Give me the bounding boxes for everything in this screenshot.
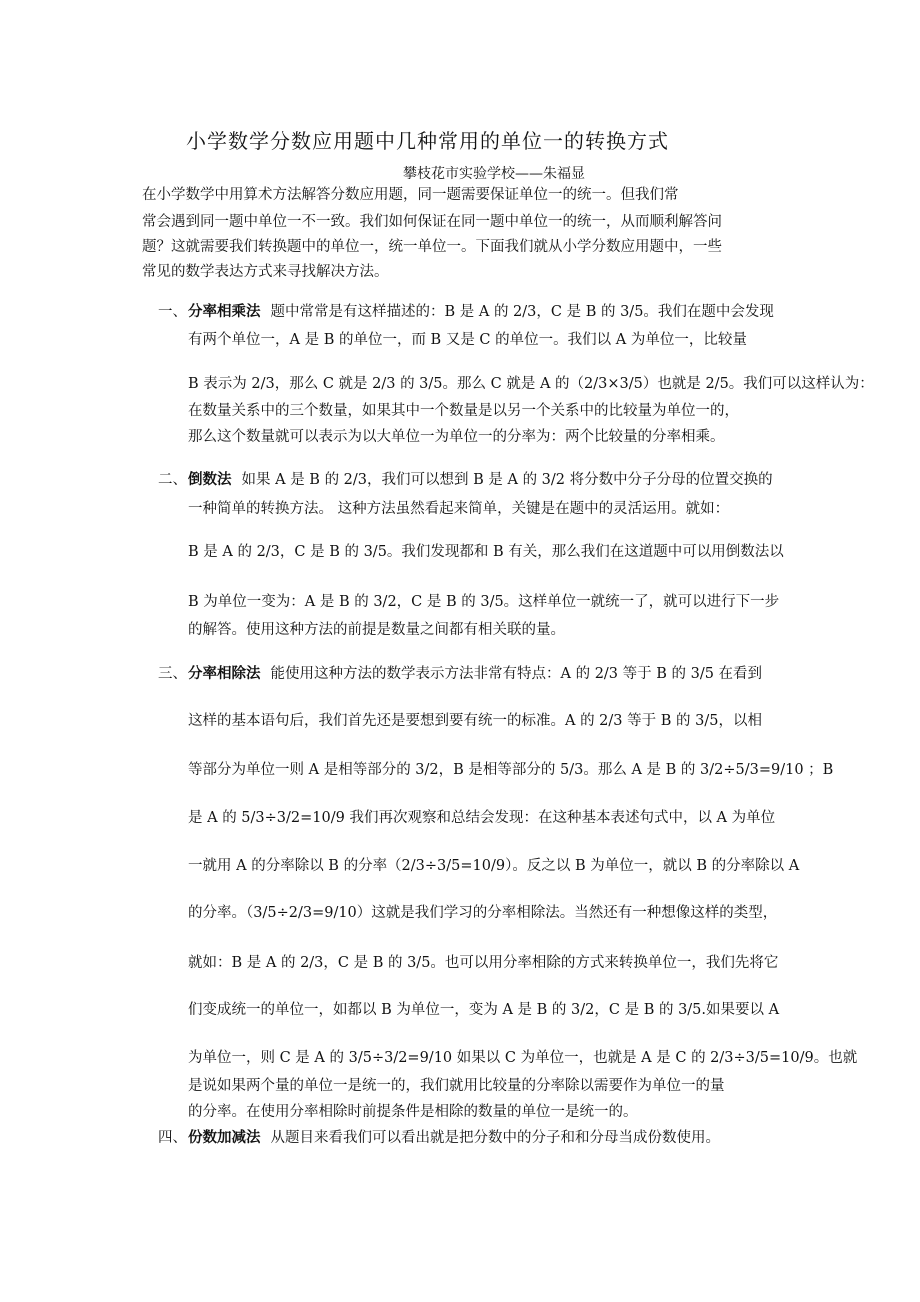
section-number: 四、 <box>158 1130 187 1146</box>
section-text: 如果 A 是 B 的 2/3，我们可以想到 B 是 A 的 3/2 将分数中分子分母的位置交换的 <box>241 472 773 488</box>
section-heading: 分率相乘法 <box>188 303 261 320</box>
section-line: 的解答。使用这种方法的前提是数量之间都有相关联的量。 <box>188 622 565 638</box>
section-number: 二、 <box>158 472 187 488</box>
section-text: 从题目来看我们可以看出就是把分数中的分子和和分母当成份数使用。 <box>270 1130 720 1146</box>
section-line: 的分率。（3/5÷2/3=9/10）这就是我们学习的分率相除法。当然还有一种想像这样的类型， <box>188 905 778 921</box>
section-3-line-1 <box>188 664 802 684</box>
section-4-line-1 <box>188 1128 802 1148</box>
intro-line: 在小学数学中用算术方法解答分数应用题，同一题需要保证单位一的统一。但我们常 <box>142 187 679 203</box>
intro-line: 常见的数学表达方式来寻找解决方法。 <box>142 264 389 280</box>
section-2-line-1 <box>188 470 802 490</box>
section-heading: 倒数法 <box>188 471 232 488</box>
section-heading: 份数加减法 <box>188 1129 261 1146</box>
section-line: 是说如果两个量的单位一是统一的，我们就用比较量的分率除以需要作为单位一的量 <box>188 1078 725 1094</box>
section-line: 的分率。在使用分率相除时前提条件是相除的数量的单位一是统一的。 <box>188 1104 638 1120</box>
author-line: 攀枝花市实验学校——朱福显 <box>403 166 585 182</box>
section-number: 一、 <box>158 304 187 320</box>
section-line: 是 A 的 5/3÷3/2=10/9 我们再次观察和总结会发现：在这种基本表述句式中，以 A 为单位 <box>188 810 776 826</box>
section-line: 为单位一，则 C 是 A 的 3/5÷3/2=9/10 如果以 C 为单位一，也就是 A 是 C 的 2/3÷3/5=10/9。也就 <box>188 1050 858 1066</box>
section-line: B 是 A 的 2/3，C 是 B 的 3/5。我们发现都和 B 有关，那么我们在这道题中可以用倒数法以 <box>188 544 784 560</box>
section-line: 一就用 A 的分率除以 B 的分率（2/3÷3/5=10/9）。反之以 B 为单位一，就以 B 的分率除以 A <box>188 858 800 874</box>
section-line: 们变成统一的单位一，如都以 B 为单位一，变为 A 是 B 的 3/2，C 是 B 的 3/5.如果要以 A <box>188 1002 780 1018</box>
document-title: 小学数学分数应用题中几种常用的单位一的转换方式 <box>186 129 669 153</box>
section-heading: 分率相除法 <box>188 665 261 682</box>
section-1-line-1 <box>188 302 802 322</box>
section-text: 能使用这种方法的数学表示方法非常有特点：A 的 2/3 等于 B 的 3/5 在看到 <box>270 666 763 682</box>
section-number: 三、 <box>158 666 187 682</box>
intro-line: 题？这就需要我们转换题中的单位一，统一单位一。下面我们就从小学分数应用题中，一些 <box>142 239 722 255</box>
section-line: 那么这个数量就可以表示为以大单位一为单位一的分率为：两个比较量的分率相乘。 <box>188 429 725 445</box>
section-line: 一种简单的转换方法。 这种方法虽然看起来简单，关键是在题中的灵活运用。就如： <box>188 501 730 517</box>
section-line: 有两个单位一，A 是 B 的单位一，而 B 又是 C 的单位一。我们以 A 为单位一，比较量 <box>188 332 747 348</box>
section-line: 就如：B 是 A 的 2/3，C 是 B 的 3/5。也可以用分率相除的方式来转换单位一，我们先将它 <box>188 955 779 971</box>
section-line: B 表示为 2/3，那么 C 就是 2/3 的 3/5。那么 C 就是 A 的（2/3×3/5）也就是 2/5。我们可以这样认为： <box>188 376 874 392</box>
section-line: B 为单位一变为：A 是 B 的 3/2，C 是 B 的 3/5。这样单位一就统一了，就可以进行下一步 <box>188 594 780 610</box>
intro-line: 常会遇到同一题中单位一不一致。我们如何保证在同一题中单位一的统一，从而顺利解答问 <box>142 214 722 230</box>
section-text: 题中常常是有这样描述的：B 是 A 的 2/3，C 是 B 的 3/5。我们在题中会发现 <box>270 304 774 320</box>
section-line: 这样的基本语句后，我们首先还是要想到要有统一的标准。A 的 2/3 等于 B 的 3/5，以相 <box>188 713 762 729</box>
section-line: 在数量关系中的三个数量，如果其中一个数量是以另一个关系中的比较量为单位一的， <box>188 403 739 419</box>
section-line: 等部分为单位一则 A 是相等部分的 3/2，B 是相等部分的 5/3。那么 A 是 B 的 3/2÷5/3=9/10 ；B <box>188 762 834 778</box>
